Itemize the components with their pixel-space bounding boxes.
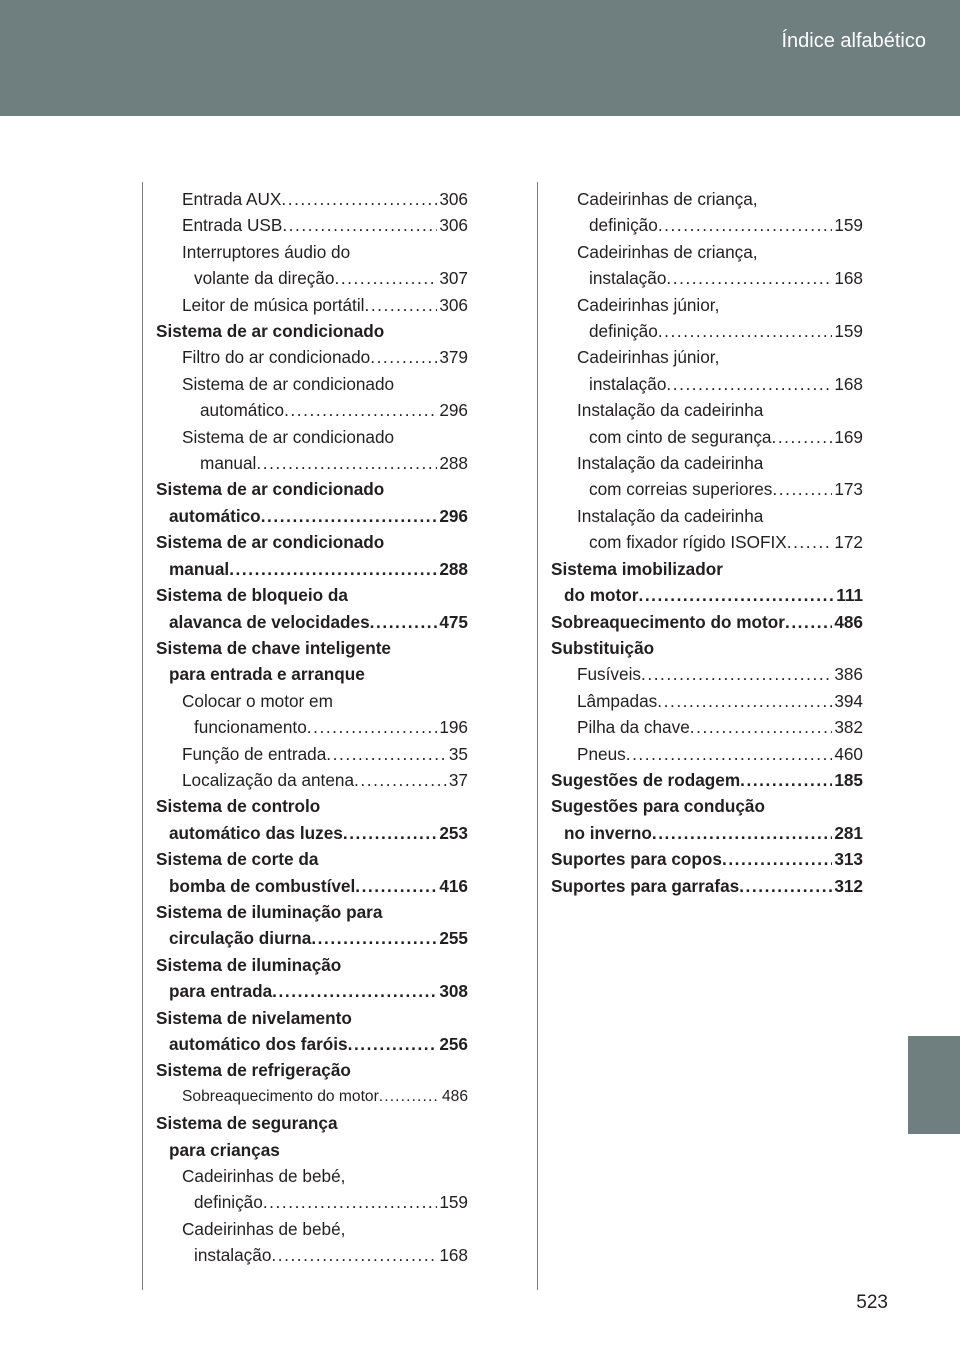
entry-text: funcionamento	[194, 717, 307, 738]
dot-leader	[722, 846, 832, 872]
index-entry	[156, 1110, 468, 1163]
dot-leader	[229, 556, 437, 582]
entry-term	[551, 714, 863, 740]
index-entry	[156, 318, 468, 344]
index-entry	[551, 846, 863, 872]
entry-text: definição	[589, 215, 658, 236]
entry-text: Suportes para garrafas	[551, 875, 740, 896]
entry-page-number: 35	[448, 743, 468, 764]
entry-text: com cinto de segurança	[589, 426, 772, 447]
index-entry	[551, 239, 863, 292]
dot-leader	[658, 212, 833, 238]
entry-page-number: 486	[441, 1087, 468, 1105]
dot-leader	[355, 873, 437, 899]
entry-text: Sugestões para condução	[551, 796, 765, 817]
entry-text: Lâmpadas	[577, 690, 658, 711]
entry-page-number: 313	[834, 849, 863, 870]
entry-text: Sistema de refrigeração	[156, 1060, 351, 1081]
dot-leader	[343, 820, 437, 846]
index-entry	[551, 793, 863, 846]
index-entry	[156, 292, 468, 318]
dot-leader	[311, 925, 437, 951]
entry-page-number: 486	[834, 611, 863, 632]
entry-page-number: 475	[439, 611, 468, 632]
entry-term-continuation	[551, 820, 863, 846]
dot-leader	[690, 714, 833, 740]
entry-text: volante da direção	[194, 268, 335, 289]
dot-leader	[771, 424, 832, 450]
entry-page-number: 168	[439, 1245, 468, 1266]
chapter-thumb-tab	[908, 1036, 960, 1134]
index-entry	[156, 239, 468, 292]
entry-text: com fixador rígido ISOFIX	[589, 532, 787, 553]
index-entry	[551, 688, 863, 714]
entry-text: alavanca de velocidades	[169, 611, 370, 632]
entry-text: Filtro do ar condicionado	[182, 347, 371, 368]
entry-page-number: 172	[834, 532, 863, 553]
entry-term	[551, 344, 863, 370]
entry-text: Sistema de chave inteligente	[156, 637, 391, 658]
index-entry	[156, 424, 468, 477]
entry-term	[156, 846, 468, 872]
entry-text: para entrada	[169, 981, 273, 1002]
entry-term	[551, 741, 863, 767]
dot-leader	[326, 741, 447, 767]
entry-page-number: 307	[439, 268, 468, 289]
index-entry	[156, 688, 468, 741]
entry-term	[156, 239, 468, 265]
entry-term-continuation	[156, 609, 468, 635]
entry-text: Colocar o motor em	[182, 690, 333, 711]
entry-page-number: 159	[834, 321, 863, 342]
index-entry	[156, 635, 468, 688]
entry-page-number: 159	[439, 1192, 468, 1213]
entry-text: Cadeirinhas júnior,	[577, 347, 720, 368]
entry-page-number: 168	[834, 373, 863, 394]
entry-term	[551, 661, 863, 687]
entry-page-number: 281	[834, 822, 863, 843]
dot-leader	[787, 529, 833, 555]
entry-text: Sugestões de rodagem	[551, 769, 741, 790]
chapter-header-bar	[0, 0, 960, 116]
entry-term-continuation	[551, 212, 863, 238]
entry-text: Sistema de bloqueio da	[156, 585, 348, 606]
entry-text: com correias superiores	[589, 479, 773, 500]
entry-page-number: 159	[834, 215, 863, 236]
entry-term	[156, 344, 468, 370]
dot-leader	[772, 476, 832, 502]
left-column-rule	[142, 182, 143, 1290]
index-entry	[156, 952, 468, 1005]
entry-term-continuation	[156, 873, 468, 899]
entry-text: Instalação da cadeirinha	[577, 453, 764, 474]
index-entry	[551, 635, 863, 661]
entry-term	[551, 186, 863, 212]
entry-term-continuation	[156, 1189, 468, 1215]
dot-leader	[785, 609, 832, 635]
entry-term-continuation	[156, 1137, 468, 1163]
entry-term	[156, 793, 468, 819]
index-entry	[156, 793, 468, 846]
entry-text: Fusíveis	[577, 664, 641, 685]
entry-term	[551, 873, 863, 899]
entry-term	[156, 635, 468, 661]
entry-page-number: 256	[439, 1034, 468, 1054]
entry-term	[551, 397, 863, 423]
index-entry	[551, 186, 863, 239]
entry-text: Sistema de iluminação para	[156, 901, 383, 922]
index-entry	[551, 344, 863, 397]
entry-text: Sistema de segurança	[156, 1113, 338, 1134]
entry-term-continuation	[156, 820, 468, 846]
entry-text: Substituição	[551, 637, 655, 658]
index-entry	[551, 503, 863, 556]
entry-page-number: 306	[439, 215, 468, 236]
dot-leader	[666, 371, 832, 397]
entry-page-number: 306	[439, 294, 468, 315]
index-entry	[551, 714, 863, 740]
index-entry	[156, 582, 468, 635]
entry-text: Sistema de ar condicionado	[156, 479, 385, 500]
entry-term	[551, 292, 863, 318]
entry-term	[551, 635, 863, 661]
entry-text: Sistema imobilizador	[551, 558, 723, 579]
index-entry	[551, 450, 863, 503]
index-entry	[156, 846, 468, 899]
entry-text: Instalação da cadeirinha	[577, 400, 764, 421]
entry-text: Sistema de ar condicionado	[156, 321, 385, 342]
entry-term	[551, 556, 863, 582]
index-entry	[156, 1216, 468, 1269]
dot-leader	[334, 265, 437, 291]
entry-text: Sistema de nivelamento	[156, 1007, 352, 1028]
entry-term	[156, 1216, 468, 1242]
dot-leader	[666, 265, 832, 291]
entry-text: Interruptores áudio do	[182, 241, 351, 262]
entry-page-number: 296	[439, 400, 468, 421]
dot-leader	[256, 450, 437, 476]
entry-page-number: 288	[439, 453, 468, 474]
entry-text: definição	[589, 321, 658, 342]
entry-term	[156, 741, 468, 767]
entry-page-number: 386	[834, 664, 863, 685]
index-entry	[551, 292, 863, 345]
entry-term	[551, 793, 863, 819]
entry-text: Cadeirinhas de criança,	[577, 241, 758, 262]
entry-page-number: 308	[439, 981, 468, 1002]
dot-leader	[271, 1242, 437, 1268]
entry-text: Sistema de corte da	[156, 849, 319, 870]
entry-term	[156, 1110, 468, 1136]
entry-text: Instalação da cadeirinha	[577, 505, 764, 526]
index-entry	[156, 212, 468, 238]
entry-text: automático	[169, 505, 261, 526]
dot-leader	[354, 767, 447, 793]
entry-term	[156, 186, 468, 212]
entry-term	[551, 503, 863, 529]
entry-text: instalação	[589, 373, 667, 394]
entry-text: Entrada AUX	[182, 189, 282, 209]
index-entry	[156, 741, 468, 767]
entry-page-number: 312	[834, 875, 863, 896]
entry-text: Leitor de música portátil	[182, 294, 365, 315]
entry-term	[156, 1005, 468, 1031]
index-column-left	[156, 186, 468, 1269]
entry-term	[156, 1057, 468, 1083]
entry-term-continuation	[156, 503, 468, 529]
entry-term	[156, 318, 468, 344]
entry-page-number: 37	[448, 769, 468, 790]
entry-term	[156, 899, 468, 925]
index-entry	[156, 371, 468, 424]
entry-text: Sistema de iluminação	[156, 954, 342, 975]
index-entry	[551, 609, 863, 635]
dot-leader	[641, 661, 832, 687]
entry-term-continuation	[156, 661, 468, 687]
entry-term	[551, 767, 863, 793]
entry-text: no inverno	[564, 822, 652, 843]
entry-term	[156, 1084, 468, 1110]
middle-column-rule	[537, 182, 538, 1290]
entry-text: Sistema de ar condicionado	[156, 532, 385, 553]
entry-text: Cadeirinhas de bebé,	[182, 1218, 346, 1239]
index-entry	[156, 899, 468, 952]
entry-page-number: 168	[834, 268, 863, 289]
entry-term-continuation	[156, 556, 468, 582]
dot-leader	[284, 397, 437, 423]
dot-leader	[652, 820, 832, 846]
entry-text: instalação	[194, 1245, 272, 1266]
dot-leader	[281, 186, 437, 212]
entry-page-number: 416	[439, 875, 468, 896]
dot-leader	[638, 582, 834, 608]
dot-leader	[370, 609, 438, 635]
entry-term-continuation	[551, 371, 863, 397]
entry-text: Sistema de ar condicionado	[182, 373, 395, 394]
dot-leader	[739, 873, 832, 899]
entry-term	[156, 424, 468, 450]
entry-text: automático das luzes	[169, 822, 343, 843]
dot-leader	[740, 767, 832, 793]
entry-term	[551, 609, 863, 635]
entry-text: instalação	[589, 268, 667, 289]
entry-text: Pneus	[577, 743, 626, 764]
index-entry	[156, 1084, 468, 1110]
entry-text: automático	[200, 400, 285, 421]
entry-text: Localização da antena	[182, 769, 355, 790]
entry-page-number: 394	[834, 690, 863, 711]
entry-text: Sobreaquecimento do motor	[182, 1087, 379, 1105]
entry-term	[156, 529, 468, 555]
entry-term	[551, 450, 863, 476]
entry-page-number: 460	[834, 743, 863, 764]
dot-leader	[261, 503, 438, 529]
entry-page-number: 255	[439, 928, 468, 949]
entry-text: Sobreaquecimento do motor	[551, 611, 785, 632]
dot-leader	[348, 1031, 438, 1057]
entry-page-number: 379	[439, 347, 468, 368]
entry-term-continuation	[551, 476, 863, 502]
dot-leader	[282, 212, 437, 238]
index-entry	[156, 476, 468, 529]
entry-term-continuation	[156, 978, 468, 1004]
entry-page-number: 382	[834, 717, 863, 738]
entry-text: definição	[194, 1192, 263, 1213]
entry-page-number: 169	[834, 426, 863, 447]
index-entry	[156, 767, 468, 793]
entry-text: Pilha da chave	[577, 717, 690, 738]
dot-leader	[370, 344, 437, 370]
entry-text: Função de entrada	[182, 743, 327, 764]
entry-term-continuation	[551, 318, 863, 344]
entry-term-continuation	[156, 1031, 468, 1057]
entry-text: Sistema de ar condicionado	[182, 426, 395, 447]
entry-text: Cadeirinhas de criança,	[577, 189, 758, 209]
entry-text: para crianças	[169, 1139, 280, 1160]
dot-leader	[307, 714, 438, 740]
entry-term-continuation	[156, 1242, 468, 1268]
index-entry	[156, 1163, 468, 1216]
entry-page-number: 111	[836, 585, 863, 606]
entry-text: Cadeirinhas de bebé,	[182, 1166, 346, 1187]
entry-term-continuation	[156, 714, 468, 740]
entry-term-continuation	[551, 265, 863, 291]
entry-term	[156, 582, 468, 608]
entry-text: Sistema de controlo	[156, 796, 321, 817]
entry-text: Suportes para copos	[551, 849, 722, 870]
entry-term-continuation	[551, 582, 863, 608]
entry-text: do motor	[564, 585, 639, 606]
entry-term	[156, 292, 468, 318]
index-entry	[156, 529, 468, 582]
entry-term-continuation	[551, 424, 863, 450]
dot-leader	[272, 978, 437, 1004]
index-entry	[551, 556, 863, 609]
entry-term	[551, 688, 863, 714]
entry-page-number: 288	[439, 558, 468, 579]
index-entry	[551, 397, 863, 450]
dot-leader	[626, 741, 833, 767]
dot-leader	[658, 318, 833, 344]
dot-leader	[657, 688, 832, 714]
entry-page-number: 306	[439, 189, 468, 209]
index-entry	[551, 767, 863, 793]
entry-page-number: 296	[439, 505, 468, 526]
entry-text: manual	[169, 558, 230, 579]
entry-page-number: 185	[834, 769, 863, 790]
index-entry	[156, 186, 468, 212]
page-number: 523	[856, 1292, 888, 1313]
entry-page-number: 173	[834, 479, 863, 500]
entry-term-continuation	[156, 265, 468, 291]
entry-text: automático dos faróis	[169, 1034, 348, 1054]
index-entry	[551, 661, 863, 687]
index-entry	[156, 344, 468, 370]
index-entry	[156, 1057, 468, 1083]
entry-term-continuation	[156, 397, 468, 423]
entry-text: circulação diurna	[169, 928, 312, 949]
entry-term	[156, 476, 468, 502]
entry-term-continuation	[551, 529, 863, 555]
entry-term-continuation	[156, 925, 468, 951]
index-entry	[551, 741, 863, 767]
entry-page-number: 196	[439, 717, 468, 738]
entry-term	[156, 952, 468, 978]
index-column-right	[551, 186, 863, 899]
dot-leader	[379, 1084, 440, 1110]
index-entry	[156, 1005, 468, 1058]
header-title: Índice alfabético	[781, 30, 926, 52]
entry-term	[156, 1163, 468, 1189]
dot-leader	[263, 1189, 438, 1215]
entry-term-continuation	[156, 450, 468, 476]
entry-text: para entrada e arranque	[169, 664, 365, 685]
entry-text: Cadeirinhas júnior,	[577, 294, 720, 315]
dot-leader	[364, 292, 437, 318]
entry-page-number: 253	[439, 822, 468, 843]
entry-text: Entrada USB	[182, 215, 283, 236]
entry-text: bomba de combustível	[169, 875, 356, 896]
entry-term	[551, 846, 863, 872]
entry-text: manual	[200, 453, 257, 474]
entry-term	[156, 767, 468, 793]
entry-term	[551, 239, 863, 265]
entry-term	[156, 371, 468, 397]
entry-term	[156, 212, 468, 238]
index-entry	[551, 873, 863, 899]
entry-term	[156, 688, 468, 714]
